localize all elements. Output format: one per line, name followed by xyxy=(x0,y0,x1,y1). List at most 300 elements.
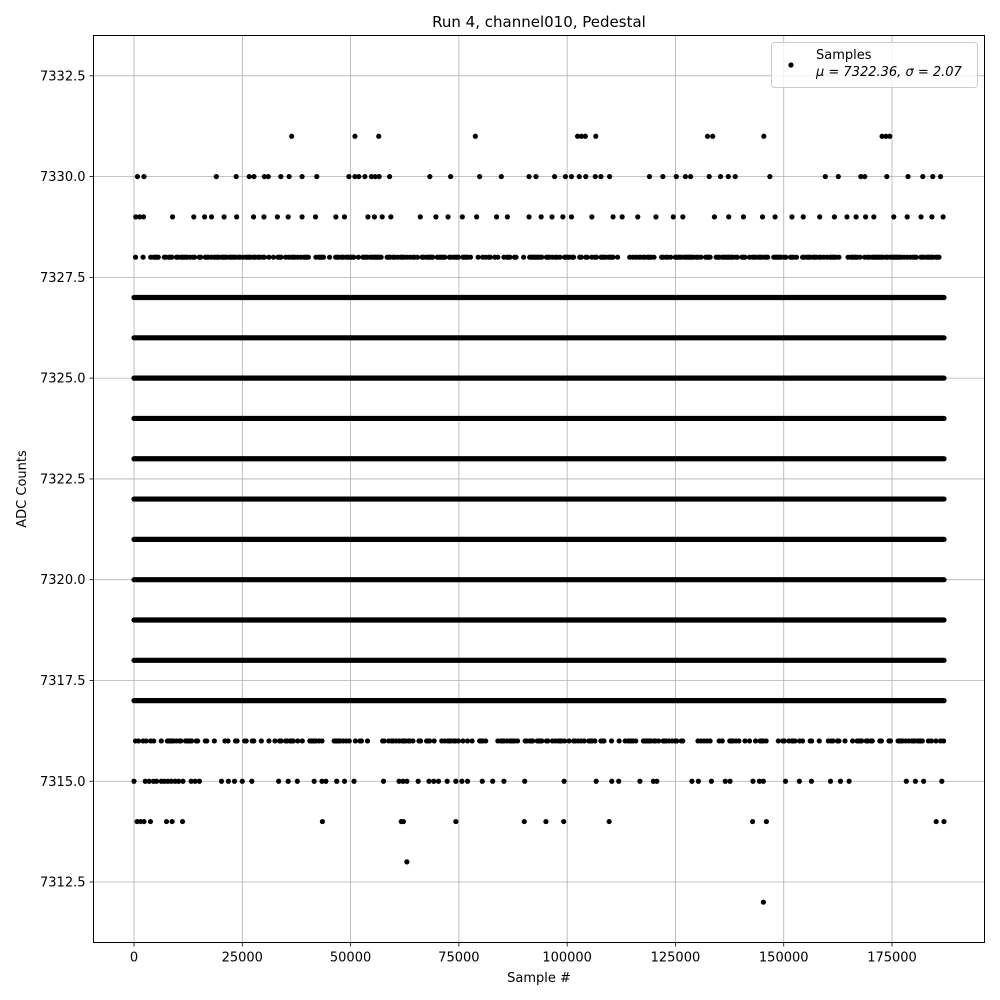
data-point xyxy=(764,738,769,743)
data-point xyxy=(582,738,587,743)
data-point xyxy=(656,738,661,743)
data-point xyxy=(913,779,918,784)
data-point xyxy=(247,174,252,179)
data-point xyxy=(465,779,470,784)
data-point xyxy=(674,738,679,743)
data-point xyxy=(726,214,731,219)
data-point xyxy=(583,134,588,139)
data-point xyxy=(148,819,153,824)
x-tick-label: 100000 xyxy=(542,950,592,966)
data-point xyxy=(135,174,140,179)
data-point xyxy=(474,214,479,219)
data-point xyxy=(709,779,714,784)
data-point xyxy=(476,255,481,260)
data-point xyxy=(904,779,909,784)
data-point xyxy=(249,779,254,784)
data-point xyxy=(533,174,538,179)
data-point xyxy=(286,779,291,784)
data-point xyxy=(609,779,614,784)
data-point xyxy=(192,255,197,260)
data-point xyxy=(351,779,356,784)
data-point xyxy=(647,174,652,179)
data-point xyxy=(410,738,415,743)
x-tick-label: 0 xyxy=(129,950,139,966)
data-point xyxy=(601,738,606,743)
data-point xyxy=(388,214,393,219)
data-point xyxy=(934,819,939,824)
chart-title: Run 4, channel010, Pedestal xyxy=(432,13,646,31)
data-point xyxy=(707,174,712,179)
y-tick-label: 7325.0 xyxy=(40,371,86,387)
data-point xyxy=(750,779,755,784)
data-point xyxy=(289,134,294,139)
data-point xyxy=(433,214,438,219)
data-point xyxy=(858,255,863,260)
data-point xyxy=(430,255,435,260)
data-point xyxy=(747,738,752,743)
data-point xyxy=(261,214,266,219)
data-point xyxy=(736,738,741,743)
data-point xyxy=(382,738,387,743)
data-point xyxy=(610,255,615,260)
data-point xyxy=(431,779,436,784)
data-point xyxy=(140,255,145,260)
data-point xyxy=(291,738,296,743)
data-point xyxy=(545,738,550,743)
data-point xyxy=(141,174,146,179)
data-point xyxy=(607,819,612,824)
data-point xyxy=(562,779,567,784)
data-point xyxy=(209,214,214,219)
data-point xyxy=(941,819,946,824)
data-point xyxy=(526,214,531,219)
data-point xyxy=(918,214,923,219)
data-point xyxy=(635,214,640,219)
data-point xyxy=(499,174,504,179)
data-point xyxy=(204,738,209,743)
data-point xyxy=(319,738,324,743)
data-point xyxy=(272,738,277,743)
data-point xyxy=(879,738,884,743)
data-point xyxy=(352,134,357,139)
data-point xyxy=(530,738,535,743)
data-point xyxy=(365,214,370,219)
data-point xyxy=(377,174,382,179)
data-point xyxy=(333,214,338,219)
data-point xyxy=(742,738,747,743)
data-point xyxy=(259,738,264,743)
data-point xyxy=(539,214,544,219)
data-point xyxy=(933,738,938,743)
data-point xyxy=(710,134,715,139)
data-point xyxy=(460,214,465,219)
data-point xyxy=(271,255,276,260)
data-point xyxy=(698,255,703,260)
data-point xyxy=(680,214,685,219)
data-point xyxy=(488,255,493,260)
data-point xyxy=(306,255,311,260)
data-point xyxy=(362,174,367,179)
data-point xyxy=(615,255,620,260)
data-point xyxy=(507,255,512,260)
data-point xyxy=(557,255,562,260)
data-point xyxy=(159,738,164,743)
data-point xyxy=(170,819,175,824)
data-point xyxy=(251,214,256,219)
data-point xyxy=(844,214,849,219)
x-tick-label: 25000 xyxy=(221,950,263,966)
data-point xyxy=(847,779,852,784)
data-point xyxy=(592,738,597,743)
data-point xyxy=(836,738,841,743)
data-point xyxy=(836,255,841,260)
data-point xyxy=(427,738,432,743)
y-tick-label: 7320.0 xyxy=(40,573,86,589)
data-point xyxy=(266,738,271,743)
data-point xyxy=(278,255,283,260)
legend xyxy=(772,43,978,88)
data-point xyxy=(832,214,837,219)
data-point xyxy=(594,255,599,260)
data-point xyxy=(921,779,926,784)
data-point xyxy=(494,214,499,219)
data-point xyxy=(579,255,584,260)
data-point xyxy=(320,819,325,824)
data-point xyxy=(381,779,386,784)
data-point xyxy=(800,738,805,743)
data-point xyxy=(560,214,565,219)
data-point xyxy=(286,214,291,219)
data-point xyxy=(828,779,833,784)
data-point xyxy=(416,779,421,784)
data-point xyxy=(760,214,765,219)
data-point xyxy=(936,255,941,260)
data-point xyxy=(314,174,319,179)
data-point xyxy=(505,214,510,219)
data-point xyxy=(356,174,361,179)
data-point xyxy=(448,174,453,179)
data-point xyxy=(792,738,797,743)
data-point xyxy=(764,819,769,824)
data-point xyxy=(593,134,598,139)
data-point xyxy=(195,738,200,743)
data-point xyxy=(569,214,574,219)
legend-stats: μ = 7322.36, σ = 2.07 xyxy=(816,65,962,80)
data-point xyxy=(312,779,317,784)
data-point xyxy=(169,255,174,260)
data-point xyxy=(727,779,732,784)
data-point xyxy=(356,255,361,260)
x-tick-label: 125000 xyxy=(650,950,701,966)
data-point xyxy=(660,174,665,179)
data-point xyxy=(141,819,146,824)
data-point xyxy=(742,255,747,260)
data-point xyxy=(226,779,231,784)
data-point xyxy=(562,738,567,743)
data-point xyxy=(342,214,347,219)
data-point xyxy=(501,779,506,784)
data-point xyxy=(144,738,149,743)
data-point xyxy=(809,779,814,784)
data-point xyxy=(278,174,283,179)
data-point xyxy=(404,859,409,864)
data-point xyxy=(783,255,788,260)
data-point xyxy=(526,174,531,179)
y-tick-label: 7327.5 xyxy=(40,270,86,286)
data-point xyxy=(920,174,925,179)
data-point xyxy=(859,738,864,743)
data-point xyxy=(418,738,423,743)
data-point xyxy=(459,779,464,784)
data-point xyxy=(313,214,318,219)
data-point xyxy=(387,174,392,179)
data-point xyxy=(726,174,731,179)
legend-entry-samples: Samples xyxy=(816,48,872,63)
data-point xyxy=(543,819,548,824)
y-tick-label: 7315.0 xyxy=(40,774,86,790)
data-point xyxy=(707,738,712,743)
data-point xyxy=(156,255,161,260)
data-point xyxy=(761,900,766,905)
data-point xyxy=(418,214,423,219)
data-point xyxy=(372,214,377,219)
data-point xyxy=(278,738,283,743)
data-point xyxy=(609,738,614,743)
data-point xyxy=(180,779,185,784)
data-point xyxy=(234,174,239,179)
data-point xyxy=(939,779,944,784)
data-point xyxy=(359,738,364,743)
data-point xyxy=(850,738,855,743)
data-point xyxy=(797,779,802,784)
data-point xyxy=(191,214,196,219)
data-point xyxy=(671,214,676,219)
data-point xyxy=(653,214,658,219)
data-point xyxy=(794,255,799,260)
data-point xyxy=(164,819,169,824)
data-point xyxy=(131,779,136,784)
data-point xyxy=(549,214,554,219)
data-point xyxy=(651,255,656,260)
data-point xyxy=(480,779,485,784)
data-point xyxy=(891,214,896,219)
data-point xyxy=(765,255,770,260)
data-point xyxy=(351,255,356,260)
data-point xyxy=(266,255,271,260)
data-point xyxy=(680,738,685,743)
data-point xyxy=(379,255,384,260)
data-point xyxy=(513,255,518,260)
data-point xyxy=(436,779,441,784)
data-point xyxy=(561,819,566,824)
data-point xyxy=(323,779,328,784)
data-point xyxy=(571,255,576,260)
data-point xyxy=(426,779,431,784)
data-point xyxy=(221,214,226,219)
data-point xyxy=(753,738,758,743)
data-point xyxy=(696,779,701,784)
data-point xyxy=(154,779,159,784)
data-point xyxy=(689,779,694,784)
data-point xyxy=(151,738,156,743)
data-point xyxy=(772,214,777,219)
data-point xyxy=(914,255,919,260)
data-point xyxy=(198,255,203,260)
data-point xyxy=(761,134,766,139)
data-point xyxy=(607,174,612,179)
data-point xyxy=(321,255,326,260)
y-tick-label: 7330.0 xyxy=(40,170,86,186)
data-point xyxy=(415,255,420,260)
data-point xyxy=(920,738,925,743)
data-point xyxy=(202,214,207,219)
data-point xyxy=(234,214,239,219)
data-point xyxy=(888,738,893,743)
data-point xyxy=(456,255,461,260)
data-point xyxy=(404,779,409,784)
data-point xyxy=(707,255,712,260)
data-point xyxy=(589,214,594,219)
data-point xyxy=(733,174,738,179)
data-point xyxy=(817,214,822,219)
x-tick-label: 175000 xyxy=(867,950,917,966)
data-point xyxy=(941,214,946,219)
data-point xyxy=(809,738,814,743)
data-point xyxy=(170,214,175,219)
data-point xyxy=(522,819,527,824)
data-point xyxy=(941,738,946,743)
data-point xyxy=(244,738,249,743)
data-point xyxy=(445,214,450,219)
data-point xyxy=(456,738,461,743)
data-point xyxy=(347,738,352,743)
data-point xyxy=(598,174,603,179)
data-point xyxy=(453,819,458,824)
data-point xyxy=(712,214,717,219)
data-point xyxy=(251,738,256,743)
data-point xyxy=(783,779,788,784)
data-point xyxy=(853,214,858,219)
data-point xyxy=(453,779,458,784)
data-point xyxy=(610,214,615,219)
data-point xyxy=(327,255,332,260)
data-point xyxy=(617,738,622,743)
data-point xyxy=(240,779,245,784)
data-point xyxy=(930,174,935,179)
data-point xyxy=(620,214,625,219)
data-point xyxy=(929,738,934,743)
data-point xyxy=(432,738,437,743)
x-tick-label: 75000 xyxy=(438,950,480,966)
data-point xyxy=(266,174,271,179)
data-point xyxy=(938,174,943,179)
data-point xyxy=(583,174,588,179)
data-point xyxy=(723,779,728,784)
data-point xyxy=(823,174,828,179)
data-point xyxy=(718,174,723,179)
data-point xyxy=(295,779,300,784)
y-tick-label: 7312.5 xyxy=(40,875,86,891)
data-point xyxy=(490,779,495,784)
x-tick-label: 50000 xyxy=(329,950,372,966)
data-point xyxy=(862,174,867,179)
data-point xyxy=(276,779,281,784)
data-point xyxy=(569,174,574,179)
data-point xyxy=(197,779,202,784)
data-point xyxy=(401,819,406,824)
data-point xyxy=(300,738,305,743)
data-point xyxy=(594,779,599,784)
data-point xyxy=(286,174,291,179)
data-point xyxy=(212,738,217,743)
data-point xyxy=(735,255,740,260)
data-point xyxy=(863,214,868,219)
data-point xyxy=(817,738,822,743)
data-point xyxy=(219,779,224,784)
data-point xyxy=(668,255,673,260)
data-point xyxy=(380,214,385,219)
data-point xyxy=(563,174,568,179)
data-point xyxy=(442,255,447,260)
data-point xyxy=(334,779,339,784)
data-point xyxy=(295,738,300,743)
data-point xyxy=(141,214,146,219)
data-point xyxy=(905,174,910,179)
data-point xyxy=(884,174,889,179)
data-point xyxy=(346,174,351,179)
x-axis-label: Sample # xyxy=(507,971,571,986)
data-point xyxy=(262,255,267,260)
data-point xyxy=(674,174,679,179)
data-point xyxy=(180,819,185,824)
data-point xyxy=(469,738,474,743)
data-point xyxy=(761,779,766,784)
data-point xyxy=(376,134,381,139)
data-point xyxy=(789,214,794,219)
data-point xyxy=(214,174,219,179)
data-point xyxy=(299,214,304,219)
data-point xyxy=(460,738,465,743)
y-axis-label: ADC Counts xyxy=(15,450,30,528)
data-point xyxy=(232,779,237,784)
data-point xyxy=(189,738,194,743)
data-point xyxy=(225,738,230,743)
data-point xyxy=(905,214,910,219)
data-point xyxy=(654,779,659,784)
data-point xyxy=(577,174,582,179)
data-point xyxy=(427,174,432,179)
data-point xyxy=(552,174,557,179)
y-tick-label: 7317.5 xyxy=(40,673,86,689)
data-point xyxy=(767,174,772,179)
data-point xyxy=(342,779,347,784)
data-point xyxy=(483,738,488,743)
data-point xyxy=(473,134,478,139)
data-point xyxy=(929,214,934,219)
data-point xyxy=(838,779,843,784)
data-point xyxy=(522,779,527,784)
data-point xyxy=(830,738,835,743)
data-point xyxy=(365,738,370,743)
data-point xyxy=(750,819,755,824)
data-point xyxy=(870,738,875,743)
data-point xyxy=(842,738,847,743)
data-point xyxy=(720,738,725,743)
data-point xyxy=(353,738,358,743)
data-point xyxy=(521,255,526,260)
data-point xyxy=(136,738,141,743)
data-point xyxy=(251,174,256,179)
